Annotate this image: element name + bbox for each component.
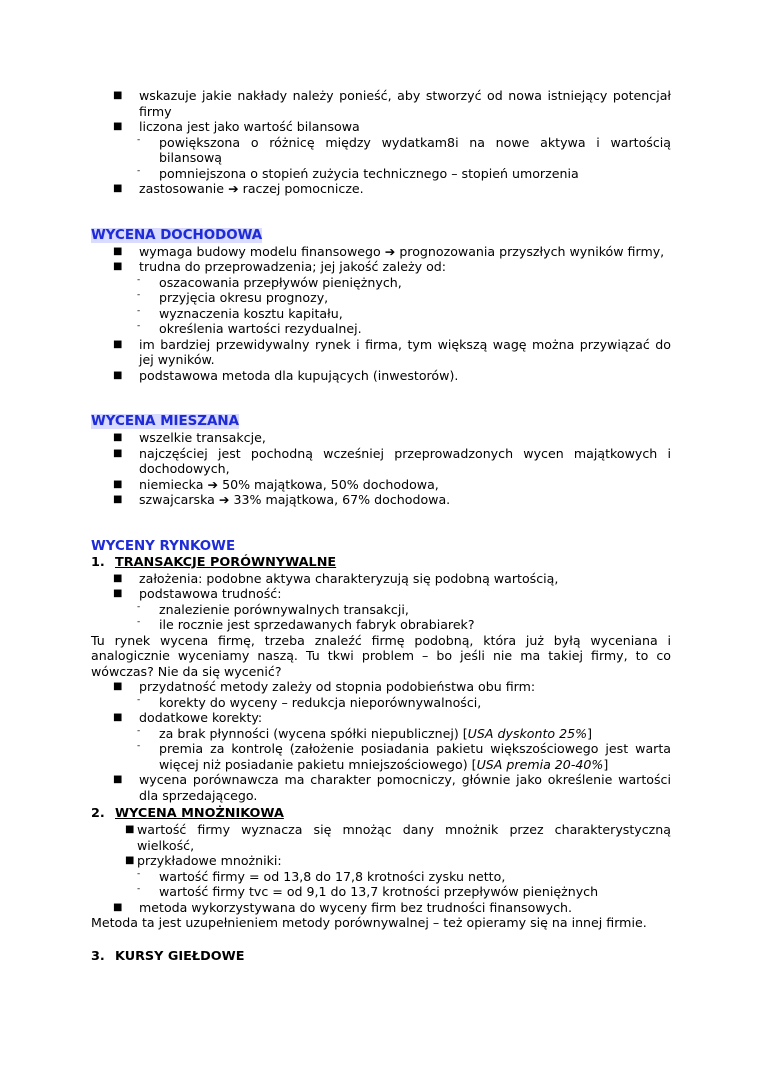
list-item: ■ wymaga budowy modelu finansowego ➔ prognozowania przyszłych wyników firmy, bbox=[113, 243, 665, 259]
square-bullet-icon: ■ bbox=[113, 901, 123, 913]
square-bullet-icon: ■ bbox=[113, 261, 123, 272]
square-bullet-icon: ■ bbox=[113, 447, 123, 459]
paragraph: Tu rynek wycena firmę, trzeba znaleźć firmę podobną, która już byłą wyceniana i analogicznie wyceniamy naszą. Tu tkwi problem – bo jeśli nie ma takiej firmy, to co wówczas? Nie da się wycenić? bbox=[91, 632, 671, 679]
list-item: ■ przydatność metody zależy od stopnia podobieństwa obu firm: bbox=[113, 679, 536, 694]
dash-bullet-icon: - bbox=[137, 601, 141, 612]
list-item: ■ najczęściej jest pochodną wcześniej przeprowadzonych wycen majątkowych i dochodowych, bbox=[113, 445, 671, 476]
list-item: ■ niemiecka ➔ 50% majątkowa, 50% dochodowa, bbox=[113, 476, 439, 492]
dash-bullet-icon: - bbox=[137, 305, 141, 316]
sub-list-item: - powiększona o różnicę między wydatkam8i na nowe aktywa i wartością bilansową bbox=[137, 134, 671, 165]
dash-bullet-icon: - bbox=[137, 884, 141, 894]
sub-list-item: - pomniejszona o stopień zużycia technicznego – stopień umorzenia bbox=[137, 165, 579, 181]
sub-list-item: - premia za kontrolę (założenie posiadania pakietu większościowego jest warta więcej niż posiadanie pakietu mniejszościowego) [USA premia 20-40%] bbox=[137, 741, 671, 772]
square-bullet-icon: ■ bbox=[113, 681, 123, 692]
square-bullet-icon: ■ bbox=[125, 824, 135, 835]
square-bullet-icon: ■ bbox=[113, 774, 123, 785]
sub-list-item: - ile rocznie jest sprzedawanych fabryk obrabiarek? bbox=[137, 617, 475, 632]
arrow-right-icon: ➔ bbox=[207, 476, 219, 492]
sub-list-item: - wyznaczenia kosztu kapitału, bbox=[137, 305, 343, 321]
sub-list-item: - znalezienie porównywalnych transakcji, bbox=[137, 601, 409, 617]
square-bullet-icon: ■ bbox=[113, 183, 123, 194]
paragraph: Metoda ta jest uzupełnieniem metody porównywalnej – też opieramy się na innej firmie. bbox=[91, 915, 647, 930]
dash-bullet-icon: - bbox=[137, 741, 141, 751]
list-item: ■ wszelkie transakcje, bbox=[113, 430, 266, 445]
dash-bullet-icon: - bbox=[137, 694, 141, 705]
square-bullet-icon: ■ bbox=[113, 712, 123, 723]
square-bullet-icon: ■ bbox=[113, 369, 123, 381]
list-item: ■ liczona jest jako wartość bilansowa bbox=[113, 119, 360, 134]
subsection-heading: 3. KURSY GIEŁDOWE bbox=[91, 948, 245, 964]
list-item: ■ podstawowa trudność: bbox=[113, 586, 282, 601]
list-item: ■ podstawowa metoda dla kupujących (inwestorów). bbox=[113, 367, 459, 383]
list-item: ■ wartość firmy wyznacza się mnożąc dany mnożnik przez charakterystyczną wielkość, bbox=[125, 822, 671, 853]
sub-list-item: - wartość firmy tvc = od 9,1 do 13,7 krotności przepływów pieniężnych bbox=[137, 884, 599, 899]
dash-bullet-icon: - bbox=[137, 290, 141, 300]
subsection-heading: 1. TRANSAKCJE PORÓWNYWALNE bbox=[91, 554, 337, 570]
list-item: ■ dodatkowe korekty: bbox=[113, 710, 263, 725]
dash-bullet-icon: - bbox=[137, 274, 141, 285]
section-heading: WYCENY RYNKOWE bbox=[91, 538, 236, 554]
square-bullet-icon: ■ bbox=[113, 90, 123, 101]
square-bullet-icon: ■ bbox=[113, 588, 123, 599]
square-bullet-icon: ■ bbox=[113, 494, 123, 505]
section-heading: WYCENA DOCHODOWA bbox=[91, 227, 263, 243]
dash-bullet-icon: - bbox=[137, 725, 141, 736]
subsection-heading: 2. WYCENA MNOŻNIKOWA bbox=[91, 806, 284, 821]
square-bullet-icon: ■ bbox=[113, 478, 123, 490]
dash-bullet-icon: - bbox=[137, 868, 141, 879]
list-item: ■ przykładowe mnożniki: bbox=[125, 853, 282, 868]
sub-list-item: - za brak płynności (wycena spółki niepublicznej) [USA dyskonto 25%] bbox=[137, 725, 593, 741]
dash-bullet-icon: - bbox=[137, 165, 141, 176]
list-item: ■ metoda wykorzystywana do wyceny firm bez trudności finansowych. bbox=[113, 899, 572, 915]
square-bullet-icon: ■ bbox=[113, 432, 123, 443]
dash-bullet-icon: - bbox=[137, 134, 141, 145]
arrow-right-icon: ➔ bbox=[384, 243, 396, 259]
arrow-right-icon: ➔ bbox=[218, 492, 230, 507]
list-item: ■ trudna do przeprowadzenia; jej jakość zależy od: bbox=[113, 259, 447, 274]
dash-bullet-icon: - bbox=[137, 321, 141, 331]
square-bullet-icon: ■ bbox=[113, 245, 123, 257]
square-bullet-icon: ■ bbox=[113, 121, 123, 132]
sub-list-item: - korekty do wyceny – redukcja nieporównywalności, bbox=[137, 694, 482, 710]
section-heading: WYCENA MIESZANA bbox=[91, 414, 239, 429]
list-item: ■ założenia: podobne aktywa charakteryzują się podobną wartością, bbox=[113, 570, 559, 586]
sub-list-item: - przyjęcia okresu prognozy, bbox=[137, 290, 329, 305]
list-item: ■ zastosowanie ➔ raczej pomocnicze. bbox=[113, 181, 364, 196]
sub-list-item: - określenia wartości rezydualnej. bbox=[137, 321, 362, 336]
list-item: ■ wycena porównawcza ma charakter pomocniczy, głównie jako określenie wartości dla sprzedającego. bbox=[113, 772, 671, 803]
list-item: ■ wskazuje jakie nakłady należy ponieść, aby stworzyć od nowa istniejący potencjał firmy bbox=[113, 88, 671, 119]
dash-bullet-icon: - bbox=[137, 617, 141, 627]
list-item: ■ im bardziej przewidywalny rynek i firma, tym większą wagę można przywiązać do jej wyników. bbox=[113, 336, 671, 367]
list-item: ■ szwajcarska ➔ 33% majątkowa, 67% dochodowa. bbox=[113, 492, 451, 507]
sub-list-item: - oszacowania przepływów pieniężnych, bbox=[137, 274, 402, 290]
arrow-right-icon: ➔ bbox=[228, 181, 239, 196]
document-body bbox=[91, 88, 671, 965]
square-bullet-icon: ■ bbox=[125, 855, 135, 866]
sub-list-item: - wartość firmy = od 13,8 do 17,8 krotności zysku netto, bbox=[137, 868, 506, 884]
square-bullet-icon: ■ bbox=[113, 338, 123, 350]
square-bullet-icon: ■ bbox=[113, 572, 123, 584]
